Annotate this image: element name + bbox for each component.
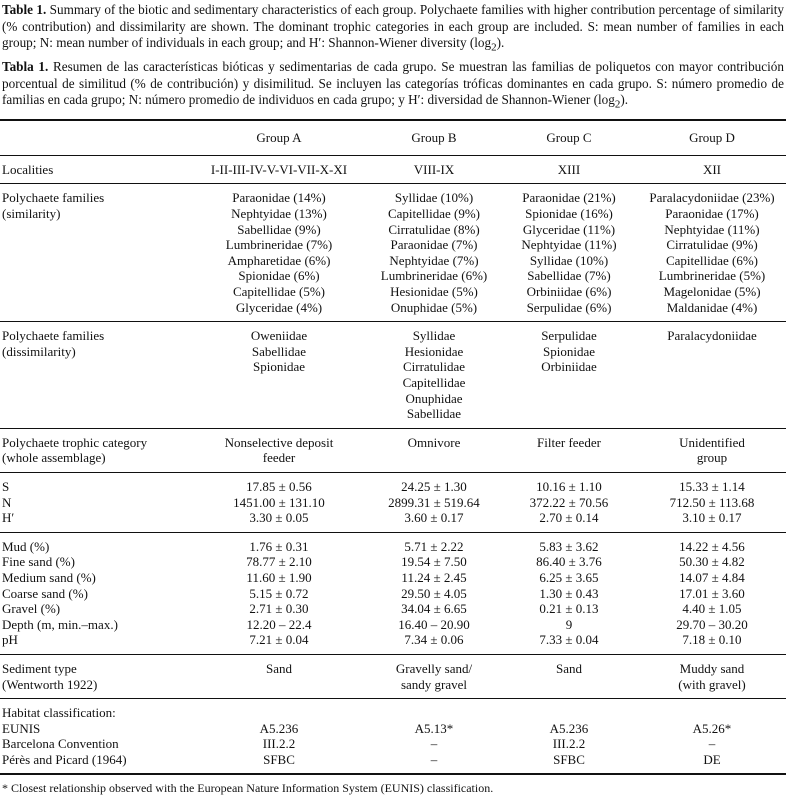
section-header xyxy=(0,120,786,155)
table-row xyxy=(0,322,786,429)
cell-line: SFBC xyxy=(263,751,295,767)
cell-line: 14.22 ± 4.56 xyxy=(679,538,745,554)
section-sediment-type xyxy=(0,654,786,698)
caption-english xyxy=(2,2,784,56)
cell-line: 7.33 ± 0.04 xyxy=(539,632,599,648)
row-label xyxy=(0,721,190,737)
cell-line: 14.07 ± 4.84 xyxy=(679,569,745,585)
cell-group-B xyxy=(368,736,500,752)
cell-group-B xyxy=(368,632,500,654)
cell-group-B xyxy=(368,155,500,184)
cell-line: Filter feeder xyxy=(537,434,601,450)
cell-line: (with gravel) xyxy=(678,676,746,692)
cell-line: – xyxy=(430,751,438,767)
cell-line: Group D xyxy=(689,130,735,146)
cell-line: Nephtyidae (11%) xyxy=(521,237,617,253)
section-localities xyxy=(0,155,786,184)
cell-group-C xyxy=(500,699,638,721)
cell-line: Lumbrineridae (6%) xyxy=(380,268,488,284)
cell-line: 3.60 ± 0.17 xyxy=(404,510,464,526)
cell-line: 2899.31 ± 519.64 xyxy=(388,494,480,510)
caption-subscript: 2 xyxy=(614,98,621,111)
row-label-line: (Wentworth 1922) xyxy=(2,676,98,692)
cell-line: 5.15 ± 0.72 xyxy=(249,585,309,601)
cell-group-C xyxy=(500,155,638,184)
cell-line: 2.70 ± 0.14 xyxy=(539,510,599,526)
cell-line: Onuphidae xyxy=(405,390,463,406)
section-dissimilarity xyxy=(0,322,786,429)
cell-line: 9 xyxy=(565,616,573,632)
cell-line: A5.236 xyxy=(259,720,299,736)
cell-line: Orbiniidae xyxy=(541,359,597,375)
row-label xyxy=(0,570,190,586)
cell-group-B xyxy=(368,601,500,617)
cell-line: Syllidae xyxy=(412,328,456,344)
cell-line: Cirratulidae (8%) xyxy=(388,221,480,237)
row-label xyxy=(0,654,190,698)
cell-line: Group C xyxy=(546,130,592,146)
cell-group-C xyxy=(500,472,638,494)
cell-group-B xyxy=(368,699,500,721)
row-label-line: (whole assemblage) xyxy=(2,450,106,466)
table-row xyxy=(0,752,786,775)
cell-group-C xyxy=(500,532,638,554)
cell-line: 372.22 ± 70.56 xyxy=(529,494,609,510)
table-row xyxy=(0,721,786,737)
caption-subscript: 2 xyxy=(491,41,497,54)
cell-line: 5.71 ± 2.22 xyxy=(404,538,464,554)
footnote: * Closest relationship observed with the European Nature Information System (EUNIS) classification. xyxy=(2,781,494,796)
cell-line: – xyxy=(430,736,438,752)
cell-group-C xyxy=(500,586,638,602)
cell-group-B xyxy=(368,322,500,429)
cell-line: 19.54 ± 7.50 xyxy=(401,554,467,570)
cell-group-D xyxy=(638,721,786,737)
cell-group-C xyxy=(500,554,638,570)
cell-group-B xyxy=(368,654,500,698)
table-row xyxy=(0,554,786,570)
cell-group-C xyxy=(500,510,638,532)
row-label-line: (dissimilarity) xyxy=(2,343,76,359)
table-row xyxy=(0,495,786,511)
cell-line: Magelonidae (5%) xyxy=(663,284,761,300)
cell-line: XII xyxy=(702,161,722,177)
cell-line: Paraonidae (7%) xyxy=(390,237,478,253)
caption-end: ). xyxy=(496,35,505,50)
cell-group-A xyxy=(190,155,368,184)
cell-line: III.2.2 xyxy=(262,736,296,752)
cell-line: Muddy sand xyxy=(679,660,745,676)
row-label xyxy=(0,586,190,602)
section-habitat xyxy=(0,699,786,775)
cell-line: Paraonidae (21%) xyxy=(522,190,616,206)
row-label xyxy=(0,510,190,532)
cell-line: 1451.00 ± 131.10 xyxy=(233,494,325,510)
cell-group-C xyxy=(500,601,638,617)
caption-end: ). xyxy=(620,92,629,108)
cell-line: 29.70 – 30.20 xyxy=(676,616,748,632)
cell-line: Sabellidae (7%) xyxy=(527,268,611,284)
table-row xyxy=(0,586,786,602)
row-label xyxy=(0,699,190,721)
table-row xyxy=(0,654,786,698)
cell-line: Hesionidae xyxy=(404,343,464,359)
row-label xyxy=(0,554,190,570)
row-label-line: Depth (m, min.–max.) xyxy=(2,616,118,632)
caption-spanish xyxy=(2,59,784,113)
column-header xyxy=(500,120,638,155)
cell-line: 29.50 ± 4.05 xyxy=(401,585,467,601)
row-label-line: S xyxy=(2,478,10,494)
cell-group-A xyxy=(190,510,368,532)
cell-line: 4.40 ± 1.05 xyxy=(682,601,742,617)
cell-line: Hesionidae (5%) xyxy=(390,284,478,300)
cell-line: DE xyxy=(703,751,721,767)
cell-line: Sabellidae (9%) xyxy=(237,221,321,237)
column-header xyxy=(368,120,500,155)
cell-line: SFBC xyxy=(553,751,585,767)
cell-group-A xyxy=(190,601,368,617)
row-label-line: Medium sand (%) xyxy=(2,569,96,585)
row-label-line: H′ xyxy=(2,510,15,526)
cell-line: III.2.2 xyxy=(552,736,586,752)
cell-group-C xyxy=(500,721,638,737)
cell-line: Spionidae (6%) xyxy=(238,268,320,284)
table-row xyxy=(0,570,786,586)
cell-group-A xyxy=(190,554,368,570)
row-label xyxy=(0,120,190,155)
cell-group-C xyxy=(500,736,638,752)
row-label-line: Pérès and Picard (1964) xyxy=(2,751,127,767)
cell-group-D xyxy=(638,428,786,472)
row-label xyxy=(0,184,190,322)
section-sediment xyxy=(0,532,786,654)
row-label-line: Gravel (%) xyxy=(2,601,61,617)
row-label-line: Polychaete families xyxy=(2,190,105,206)
cell-group-A xyxy=(190,495,368,511)
row-label xyxy=(0,736,190,752)
cell-group-A xyxy=(190,617,368,633)
cell-line: Syllidae (10%) xyxy=(529,252,609,268)
cell-line: 12.20 – 22.4 xyxy=(246,616,312,632)
cell-line: Spionidae xyxy=(253,359,305,375)
cell-line: 15.33 ± 1.14 xyxy=(679,478,745,494)
cell-line: 34.04 ± 6.65 xyxy=(401,601,467,617)
cell-line: 7.21 ± 0.04 xyxy=(249,632,309,648)
cell-group-A xyxy=(190,736,368,752)
row-label xyxy=(0,428,190,472)
cell-line: Paraonidae (14%) xyxy=(232,190,326,206)
cell-group-D xyxy=(638,472,786,494)
cell-line: 3.10 ± 0.17 xyxy=(682,510,742,526)
row-label xyxy=(0,632,190,654)
table-row xyxy=(0,184,786,322)
cell-group-D xyxy=(638,155,786,184)
cell-line: Capitellidae xyxy=(402,375,466,390)
cell-group-D xyxy=(638,617,786,633)
cell-group-D xyxy=(638,570,786,586)
cell-line: Capitellidae (6%) xyxy=(665,252,759,268)
cell-line xyxy=(190,705,368,721)
cell-line: 17.01 ± 3.60 xyxy=(679,585,745,601)
cell-line: XIII xyxy=(557,161,581,177)
cell-group-D xyxy=(638,601,786,617)
section-diversity xyxy=(0,472,786,532)
cell-group-B xyxy=(368,184,500,322)
section-trophic xyxy=(0,428,786,472)
table-row xyxy=(0,617,786,633)
cell-line: Cirratulidae (9%) xyxy=(666,237,758,253)
table-row xyxy=(0,428,786,472)
table-row xyxy=(0,632,786,654)
cell-group-D xyxy=(638,632,786,654)
column-header xyxy=(638,120,786,155)
cell-line: Serpulidae xyxy=(541,328,597,344)
cell-group-D xyxy=(638,322,786,429)
cell-line: Sabellidae xyxy=(406,406,462,422)
cell-line: 6.25 ± 3.65 xyxy=(539,569,599,585)
cell-line: 11.60 ± 1.90 xyxy=(246,569,312,585)
cell-line: VIII-IX xyxy=(413,161,455,177)
cell-group-B xyxy=(368,586,500,602)
row-label-line: N xyxy=(2,494,12,510)
row-label xyxy=(0,472,190,494)
row-label-line: EUNIS xyxy=(2,720,41,736)
cell-group-A xyxy=(190,570,368,586)
data-table xyxy=(0,119,786,775)
cell-group-D xyxy=(638,532,786,554)
cell-group-A xyxy=(190,532,368,554)
cell-line: Spionidae xyxy=(543,343,595,359)
row-label-line xyxy=(2,130,190,146)
cell-line: group xyxy=(696,450,728,466)
row-label-line: Barcelona Convention xyxy=(2,736,119,752)
row-label-line: pH xyxy=(2,632,18,648)
cell-line: A5.13* xyxy=(414,720,454,736)
cell-line: 5.83 ± 3.62 xyxy=(539,538,599,554)
table-row xyxy=(0,699,786,721)
table-row xyxy=(0,532,786,554)
cell-line: 78.77 ± 2.10 xyxy=(246,554,312,570)
cell-line: Maldanidae (4%) xyxy=(666,299,758,315)
cell-line: 50.30 ± 4.82 xyxy=(679,554,745,570)
column-header xyxy=(190,120,368,155)
table-row xyxy=(0,472,786,494)
cell-line: Unidentified xyxy=(679,434,745,450)
cell-group-D xyxy=(638,586,786,602)
cell-line: Spionidae (16%) xyxy=(525,206,613,222)
cell-line: Lumbrineridae (5%) xyxy=(658,268,766,284)
cell-line: 86.40 ± 3.76 xyxy=(536,554,602,570)
cell-group-B xyxy=(368,510,500,532)
cell-line: Capitellidae (9%) xyxy=(387,206,481,222)
cell-line: Ampharetidae (6%) xyxy=(227,252,331,268)
cell-group-C xyxy=(500,495,638,511)
cell-group-B xyxy=(368,554,500,570)
cell-group-C xyxy=(500,570,638,586)
row-label xyxy=(0,617,190,633)
cell-line: Group B xyxy=(411,130,457,146)
cell-line: Sand xyxy=(556,660,582,676)
cell-line: Sabellidae xyxy=(251,343,307,359)
cell-group-A xyxy=(190,586,368,602)
table-row xyxy=(0,510,786,532)
row-label xyxy=(0,155,190,184)
cell-line: – xyxy=(708,736,716,752)
row-label-line: Polychaete trophic category xyxy=(2,434,148,450)
header-row xyxy=(0,120,786,155)
cell-line: 11.24 ± 2.45 xyxy=(401,569,467,585)
cell-group-B xyxy=(368,428,500,472)
cell-line: Onuphidae (5%) xyxy=(390,299,478,315)
caption-label: Table 1. xyxy=(2,2,47,17)
cell-group-D xyxy=(638,752,786,775)
cell-line: Nephtyidae (13%) xyxy=(231,206,327,222)
cell-line: 10.16 ± 1.10 xyxy=(536,478,602,494)
caption-label: Tabla 1. xyxy=(2,59,49,75)
cell-group-D xyxy=(638,554,786,570)
cell-line: Syllidae (10%) xyxy=(394,190,474,206)
row-label-line: Fine sand (%) xyxy=(2,554,75,570)
caption-text: Summary of the biotic and sedimentary characteristics of each group. Polychaete families with higher contribution percentage of similarity (% contribution) and dissimilarity are shown. The dominant trophic categories in each group are included. S: mean number of families in each group; N: mean number of individuals in each group; and H′: Shannon-Wiener diversity (log xyxy=(2,2,785,50)
cell-group-B xyxy=(368,752,500,775)
cell-group-C xyxy=(500,617,638,633)
table-row xyxy=(0,736,786,752)
row-label xyxy=(0,495,190,511)
table-row xyxy=(0,155,786,184)
cell-group-D xyxy=(638,654,786,698)
cell-group-A xyxy=(190,721,368,737)
cell-group-A xyxy=(190,322,368,429)
cell-line: I-II-III-IV-V-VI-VII-X-XI xyxy=(210,161,348,177)
cell-line: 24.25 ± 1.30 xyxy=(401,478,467,494)
cell-group-C xyxy=(500,752,638,775)
cell-line: Serpulidae (6%) xyxy=(526,299,612,315)
cell-group-A xyxy=(190,428,368,472)
cell-group-A xyxy=(190,699,368,721)
cell-line xyxy=(368,705,500,721)
cell-line: A5.236 xyxy=(549,720,589,736)
cell-line: Oweniidae xyxy=(250,328,308,344)
cell-line: 0.21 ± 0.13 xyxy=(539,601,599,617)
cell-line: Orbiniidae (6%) xyxy=(526,284,612,300)
cell-line: 2.71 ± 0.30 xyxy=(249,601,309,617)
section-similarity xyxy=(0,184,786,322)
cell-line: feeder xyxy=(262,450,296,466)
cell-group-D xyxy=(638,736,786,752)
cell-line: Omnivore xyxy=(407,434,461,450)
cell-line: Gravelly sand/ xyxy=(395,660,473,676)
row-label-line: Mud (%) xyxy=(2,538,50,554)
cell-line: 3.30 ± 0.05 xyxy=(249,510,309,526)
cell-line: 16.40 – 20.90 xyxy=(398,616,470,632)
cell-line: Group A xyxy=(256,130,302,146)
cell-group-C xyxy=(500,654,638,698)
row-label-line: Polychaete families xyxy=(2,328,105,344)
cell-line: Cirratulidae xyxy=(402,359,466,375)
cell-line xyxy=(638,705,786,721)
cell-line: Capitellidae (5%) xyxy=(232,284,326,300)
caption-text: Resumen de las características bióticas y sedimentarias de cada grupo. Se muestran las familias de poliquetos con mayor contribución porcentual de similitud (% de contribución) y disimilitud. Se incluyen las categorías tróficas dominantes en cada grupo. S: número promedio de familias en cada grupo; N: número promedio de individuos en cada grupo; y H′: diversidad de Shannon-Wiener (log xyxy=(2,59,784,108)
cell-group-D xyxy=(638,699,786,721)
cell-group-B xyxy=(368,617,500,633)
cell-group-D xyxy=(638,510,786,532)
cell-line: sandy gravel xyxy=(400,676,468,692)
table-row xyxy=(0,601,786,617)
row-label-line: (similarity) xyxy=(2,206,61,222)
cell-line: A5.26* xyxy=(692,720,732,736)
row-label-line: Sediment type xyxy=(2,660,77,676)
cell-line: Glyceridae (4%) xyxy=(235,299,323,315)
cell-line: 1.76 ± 0.31 xyxy=(249,538,309,554)
row-label xyxy=(0,752,190,775)
cell-line: 712.50 ± 113.68 xyxy=(669,494,755,510)
cell-group-A xyxy=(190,632,368,654)
cell-line: Paraonidae (17%) xyxy=(665,206,759,222)
cell-line: Nephtyidae (11%) xyxy=(664,221,760,237)
cell-line: Paralacydoniidae xyxy=(667,328,757,344)
cell-line: Nonselective deposit xyxy=(224,434,334,450)
cell-group-B xyxy=(368,721,500,737)
cell-group-B xyxy=(368,472,500,494)
cell-group-B xyxy=(368,570,500,586)
cell-line: Nephtyidae (7%) xyxy=(389,252,479,268)
cell-group-D xyxy=(638,495,786,511)
cell-group-C xyxy=(500,428,638,472)
row-label-line: Coarse sand (%) xyxy=(2,585,88,601)
row-label-line: Habitat classification: xyxy=(2,705,116,721)
row-label-line: Localities xyxy=(2,161,54,177)
cell-group-C xyxy=(500,632,638,654)
cell-line: Sand xyxy=(266,660,292,676)
cell-line: 17.85 ± 0.56 xyxy=(246,478,312,494)
cell-line: Paralacydoniidae (23%) xyxy=(649,190,775,206)
cell-group-A xyxy=(190,654,368,698)
cell-group-B xyxy=(368,532,500,554)
cell-line: 7.34 ± 0.06 xyxy=(404,632,464,648)
cell-group-C xyxy=(500,322,638,429)
cell-group-A xyxy=(190,184,368,322)
cell-group-A xyxy=(190,752,368,775)
cell-line: Lumbrineridae (7%) xyxy=(225,237,333,253)
cell-line: 7.18 ± 0.10 xyxy=(682,632,742,648)
cell-line: Glyceridae (11%) xyxy=(522,221,616,237)
cell-group-D xyxy=(638,184,786,322)
row-label xyxy=(0,532,190,554)
cell-group-C xyxy=(500,184,638,322)
row-label xyxy=(0,322,190,429)
row-label xyxy=(0,601,190,617)
cell-group-A xyxy=(190,472,368,494)
cell-group-B xyxy=(368,495,500,511)
cell-line xyxy=(500,705,638,721)
cell-line: 1.30 ± 0.43 xyxy=(539,585,599,601)
